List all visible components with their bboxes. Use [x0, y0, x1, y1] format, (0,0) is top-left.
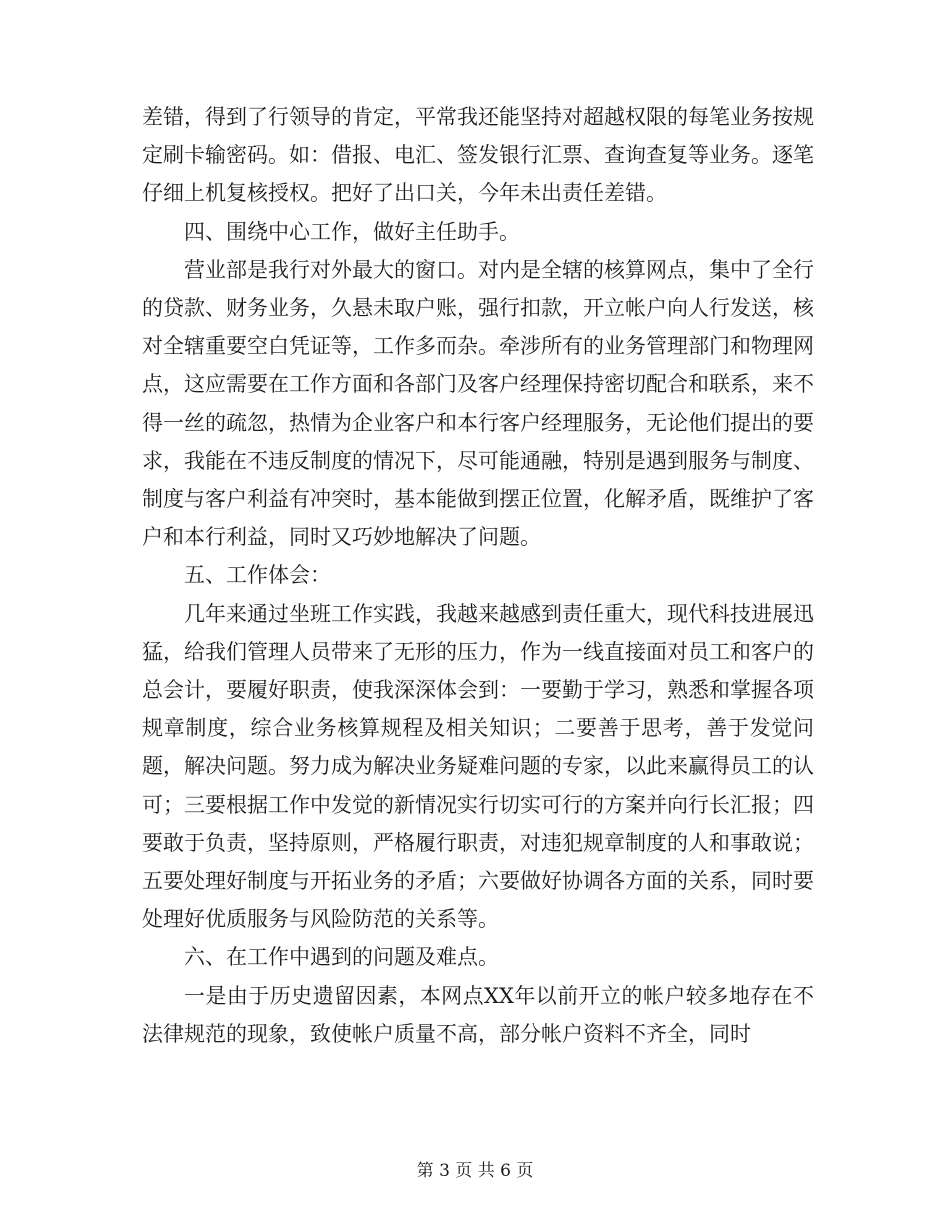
paragraph-3: 几年来通过坐班工作实践，我越来越感到责任重大，现代科技进展迅猛，给我们管理人员带来了无形的压力，作为一线直接面对员工和客户的总会计，要履好职责，使我深深体会到：一要勤于学习，熟悉和掌握各项规章制度，综合业务核算规程及相关知识；二要善于思考，善于发觉问题，解决问题。努力成为解决业务疑难问题的专家，以此来赢得员工的认可；三要根据工作中发觉的新情况实行切实可行的方案并向行长汇报；四要敢于负责，坚持原则，严格履行职责，对违犯规章制度的人和事敢说；五要处理好制度与开拓业务的矛盾；六要做好协调各方面的关系，同时要处理好优质服务与风险防范的关系等。 [142, 601, 814, 932]
paragraph-1: 差错，得到了行领导的肯定，平常我还能坚持对超越权限的每笔业务按规定刷卡输密码。如：借报、电汇、签发银行汇票、查询查复等业务。逐笔仔细上机复核授权。把好了出口关，今年未出责任差错。 [142, 105, 814, 206]
page-number-footer: 第 3 页 共 6 页 [416, 1161, 534, 1181]
paragraph-4: 一是由于历史遗留因素，本网点XX年以前开立的帐户较多地存在不法律规范的现象，致使帐户质量不高，部分帐户资料不齐全，同时 [142, 983, 814, 1046]
paragraph-2: 营业部是我行对外最大的窗口。对内是全辖的核算网点，集中了全行的贷款、财务业务，久悬未取户账，强行扣款，开立帐户向人行发送，核对全辖重要空白凭证等，工作多而杂。牵涉所有的业务管理部门和物理网点，这应需要在工作方面和各部门及客户经理保持密切配合和联系，来不得一丝的疏忽，热情为企业客户和本行客户经理服务，无论他们提出的要求，我能在不违反制度的情况下，尽可能通融，特别是遇到服务与制度、制度与客户利益有冲突时，基本能做到摆正位置，化解矛盾，既维护了客户和本行利益，同时又巧妙地解决了问题。 [142, 257, 814, 550]
section-heading-5: 五、工作体会： [184, 563, 331, 588]
document-body [142, 98, 814, 1053]
section-heading-4: 四、围绕中心工作，做好主任助手。 [184, 219, 520, 244]
section-heading-6: 六、在工作中遇到的问题及难点。 [184, 945, 499, 970]
